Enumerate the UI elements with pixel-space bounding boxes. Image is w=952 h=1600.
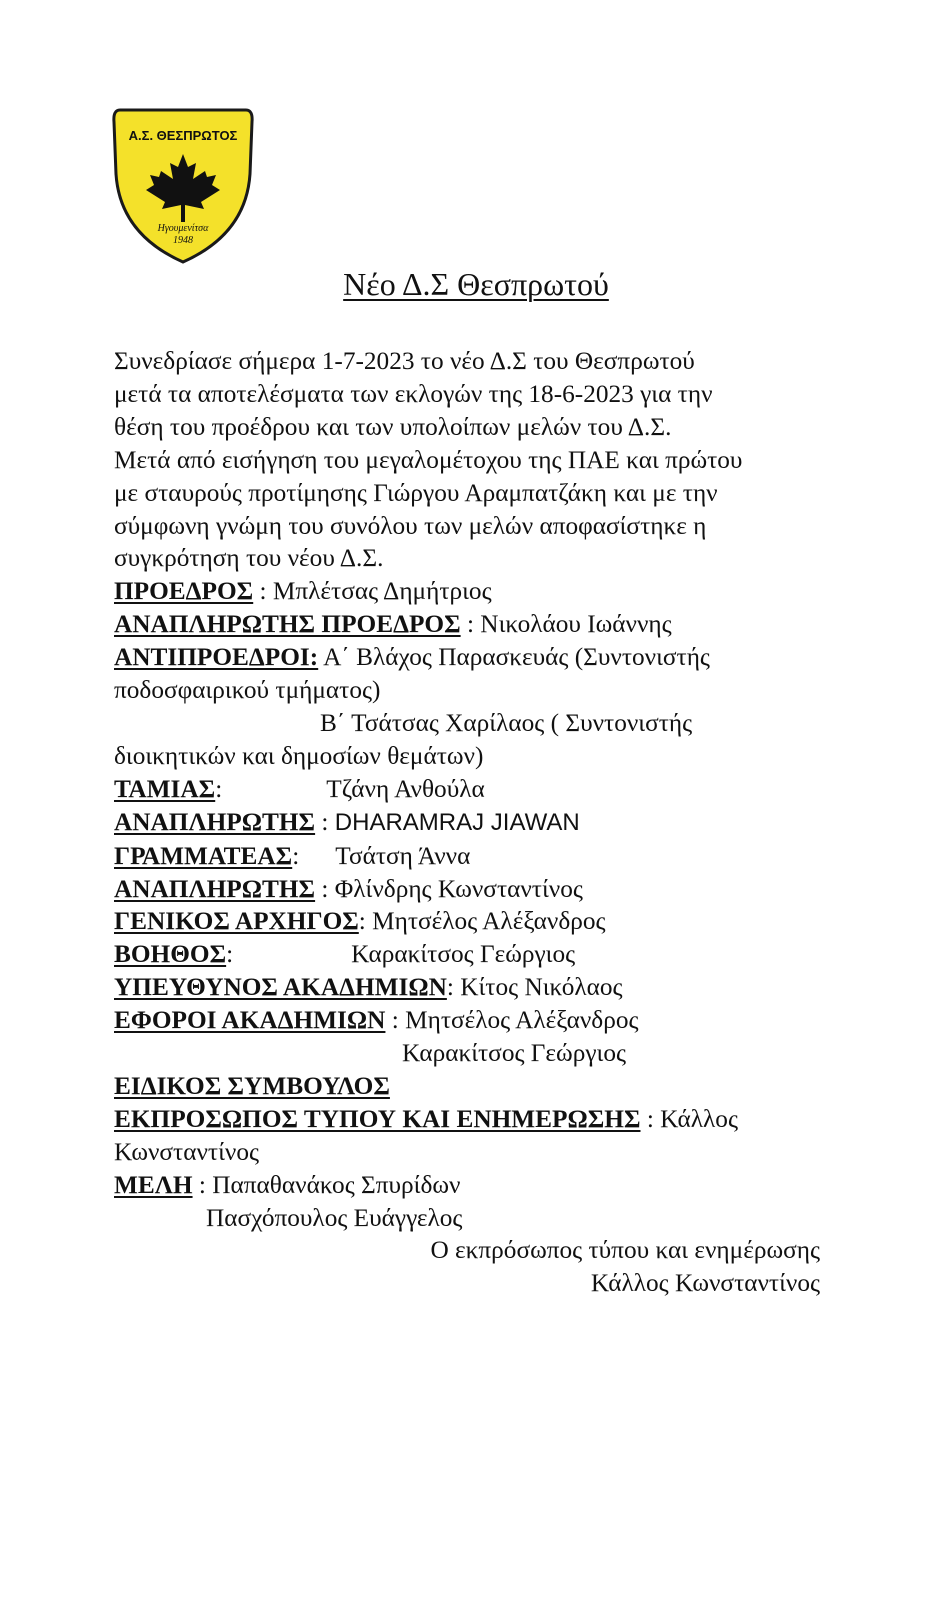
role-value: : Μητσέλος Αλέξανδρος xyxy=(358,907,606,936)
intro-line: θέση του προέδρου και των υπολοίπων μελών του Δ.Σ. xyxy=(114,412,672,441)
role-members xyxy=(114,1169,834,1235)
role-label: ΒΟΗΘΟΣ xyxy=(114,940,227,969)
signature-block xyxy=(114,1234,820,1300)
role-value: : Κίτος Νικόλαος xyxy=(446,973,623,1002)
intro-line: σύμφωνη γνώμη του συνόλου των μελών αποφασίστηκε η xyxy=(114,511,707,540)
role-label: ΤΑΜΙΑΣ xyxy=(114,774,216,803)
signature-role: Ο εκπρόσωπος τύπου και ενημέρωσης xyxy=(430,1236,820,1265)
role-general-captain xyxy=(114,905,834,938)
role-label: ΓΕΝΙΚΟΣ ΑΡΧΗΓΟΣ xyxy=(114,907,359,936)
intro-line: με σταυρούς προτίμησης Γιώργου Αραμπατζάκη και με την xyxy=(114,478,718,507)
role-secretary xyxy=(114,840,834,873)
role-value: : Μπλέτσας Δημήτριος xyxy=(253,577,492,606)
logo-motto: Ηγουμενίτσα xyxy=(157,223,209,234)
role-value-continued: Β΄ Τσάτσας Χαρίλαος ( Συντονιστής xyxy=(320,708,693,737)
role-colon: : xyxy=(315,807,335,836)
role-label: ΑΝΑΠΛΗΡΩΤΗΣ xyxy=(114,874,316,903)
role-label: ΑΝΑΠΛΗΡΩΤΗΣ xyxy=(114,807,316,836)
role-secretary-substitute xyxy=(114,873,834,906)
role-value-continued: διοικητικών και δημοσίων θεμάτων) xyxy=(114,741,484,770)
role-value: Α΄ Βλάχος Παρασκευάς (Συντονιστής xyxy=(318,643,710,672)
role-value: Καρακίτσος Γεώργιος xyxy=(351,940,576,969)
role-label: ΜΕΛΗ xyxy=(114,1170,193,1199)
role-treasurer-substitute xyxy=(114,806,834,840)
role-label: ΕΦΟΡΟΙ ΑΚΑΔΗΜΙΩΝ xyxy=(114,1006,386,1035)
role-label: ΑΝΑΠΛΗΡΩΤΗΣ ΠΡΟΕΔΡΟΣ xyxy=(114,610,461,639)
role-value: : Μητσέλος Αλέξανδρος xyxy=(385,1006,639,1035)
role-academies-ephors xyxy=(114,1004,834,1070)
role-label: ΓΡΑΜΜΑΤΕΑΣ xyxy=(114,841,293,870)
role-colon: : xyxy=(215,774,223,803)
role-label: ΥΠΕΥΘΥΝΟΣ ΑΚΑΔΗΜΙΩΝ xyxy=(114,973,447,1002)
intro-line: Συνεδρίασε σήμερα 1-7-2023 το νέο Δ.Σ του Θεσπρωτού xyxy=(114,347,695,375)
club-crest-icon xyxy=(112,104,254,266)
role-president xyxy=(114,575,834,608)
role-value-continued: ποδοσφαιρικού τμήματος) xyxy=(114,676,381,705)
role-label: ΕΙΔΙΚΟΣ ΣΥΜΒΟΥΛΟΣ xyxy=(114,1071,390,1100)
page-title: Νέο Δ.Σ Θεσπρωτού xyxy=(343,266,609,302)
logo-club-name: Α.Σ. ΘΕΣΠΡΩΤΟΣ xyxy=(128,128,238,143)
logo-year: 1948 xyxy=(173,235,193,246)
role-vice-presidents xyxy=(114,641,834,773)
intro-paragraph xyxy=(114,345,834,575)
role-assistant xyxy=(114,938,834,971)
role-value: : Φλίνδρης Κωνσταντίνος xyxy=(315,874,583,903)
intro-line: μετά τα αποτελέσματα των εκλογών της 18-6-2023 για την xyxy=(114,379,713,408)
role-label: ΠΡΟΕΔΡΟΣ xyxy=(114,577,254,606)
role-value-continued: Καρακίτσος Γεώργιος xyxy=(402,1039,626,1068)
role-value-continued: Κωνσταντίνος xyxy=(114,1137,259,1166)
role-colon: : xyxy=(292,841,300,870)
role-value: DHARAMRAJ JIAWAN xyxy=(334,808,580,836)
role-label: ΑΝΤΙΠΡΟΕΔΡΟΙ: xyxy=(114,643,319,672)
role-value: : Παπαθανάκος Σπυρίδων xyxy=(192,1170,461,1199)
role-value: : Κάλλος xyxy=(640,1104,738,1133)
document-body xyxy=(114,345,834,1300)
role-label: ΕΚΠΡΟΣΩΠΟΣ ΤΥΠΟΥ ΚΑΙ ΕΝΗΜΕΡΩΣΗΣ xyxy=(114,1104,641,1133)
role-special-advisor xyxy=(114,1070,834,1103)
intro-line: συγκρότηση του νέου Δ.Σ. xyxy=(114,544,384,573)
role-value: Τζάνη Ανθούλα xyxy=(326,774,485,803)
role-treasurer xyxy=(114,773,834,806)
role-colon: : xyxy=(226,940,234,969)
role-value: Τσάτση Άννα xyxy=(335,841,471,870)
signature-name: Κάλλος Κωνσταντίνος xyxy=(590,1269,820,1298)
club-logo xyxy=(112,104,254,266)
role-value-continued: Πασχόπουλος Ευάγγελος xyxy=(206,1203,463,1232)
role-vice-president-substitute xyxy=(114,608,834,641)
role-value: : Νικολάου Ιωάννης xyxy=(460,610,672,639)
intro-line: Μετά από εισήγηση του μεγαλομέτοχου της ΠΑΕ και πρώτου xyxy=(114,445,743,474)
role-press-officer xyxy=(114,1103,834,1169)
role-academies-head xyxy=(114,971,834,1004)
